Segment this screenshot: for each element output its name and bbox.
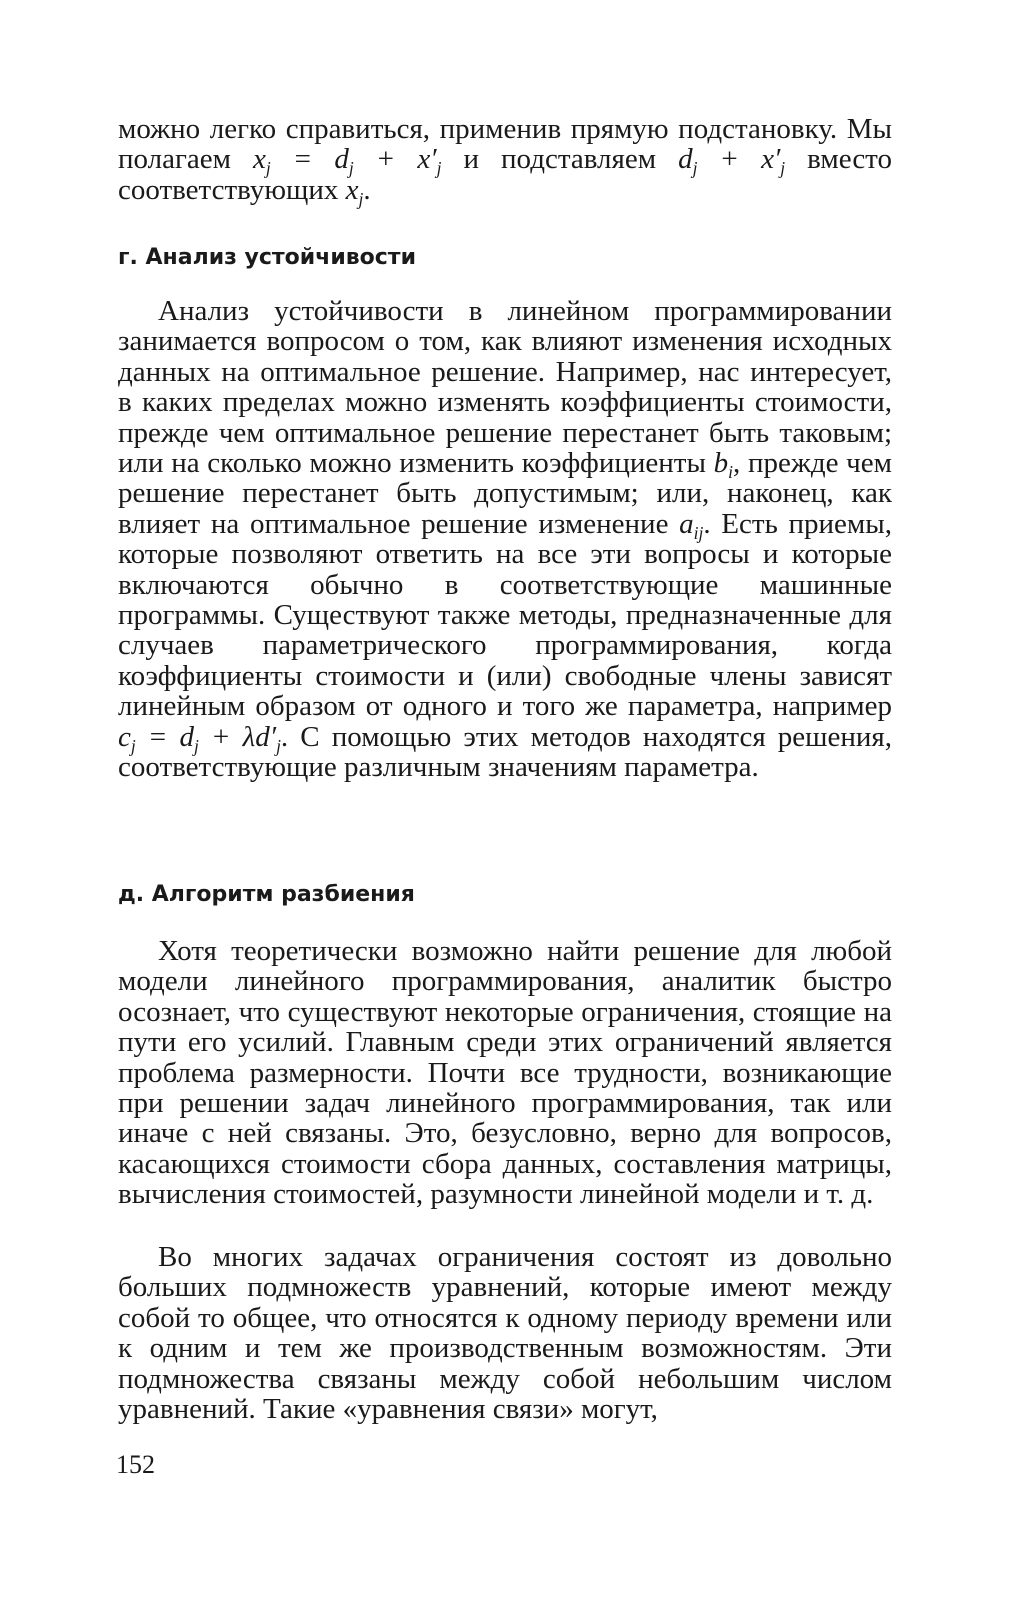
paragraph-partition-1: Хотя теоретически возможно найти решение для любой модели линейного программирования, аналитик быстро осознает, что существуют некоторые ограничения, стоящие на пути его усилий. Главным среди этих ограничений является проблема размерности. Почти все трудности, возникающие при решении задач линейного программирования, так или иначе с ней связаны. Это, безусловно, верно для вопросов, касающихся стоимости сбора данных, составления матрицы, вычисления стоимостей, разумности линейной модели и т. д. xyxy=(118,935,892,1211)
paragraph-stability: Анализ устойчивости в линейном программировании занимается вопросом о том, как влияют изменения исходных данных на оптимальное решение. Например, нас интересует, в каких пределах можно изменять коэффициенты стоимости, прежде чем оптимальное решение перестанет быть таковым; или на сколько можно изменить коэффициенты $b_i$, прежде чем решение перестанет быть допустимым; или, наконец, как влияет на оптимальное решение изменение $a_{ij}$. Есть приемы, которые позволяют ответить на все эти вопросы и которые включаются обычно в соответствующие машинные программы. Существуют также методы, предназначенные для случаев параметрического программирования, когда коэффициенты стоимости и (или) свободные члены зависят линейным образом от одного и того же параметра, например $c_j = d_j + \lambda d'_j$. С помощью этих методов находятся решения, соответствующие различным значениям параметра. xyxy=(118,295,893,784)
paragraph-substitution: можно легко справиться, применив прямую подстановку. Мы полагаем $x_j = d_j + x'_j$ и подставляем $d_j + x'_j$ вместо соответствующих $x_j$. xyxy=(118,113,892,209)
formula-shifted-variable: $d_j + x'_j$ xyxy=(678,143,786,179)
section-heading-stability: г. Анализ устойчивости xyxy=(118,245,416,270)
paragraph-partition-2: Во многих задачах ограничения состоят из довольно больших подмножеств уравнений, которые имеют между собой то общее, что относятся к одному периоду времени или к одним и тем же производственным возможностям. Эти подмножества связаны между собой небольшим числом уравнений. Такие «уравнения связи» могут, xyxy=(118,1241,892,1426)
formula-aij: $a_{ij}$ xyxy=(679,507,704,543)
formula-xj: $x_j$ xyxy=(345,173,364,209)
formula-bi: $b_i$ xyxy=(713,447,733,483)
formula-parametric-cost: $c_j = d_j + \lambda d'_j$ xyxy=(118,720,281,756)
formula-substitution: $x_j = d_j + x'_j$ xyxy=(253,143,442,179)
page-number: 152 xyxy=(116,1450,155,1479)
section-heading-partition: д. Алгоритм разбиения xyxy=(118,882,415,907)
